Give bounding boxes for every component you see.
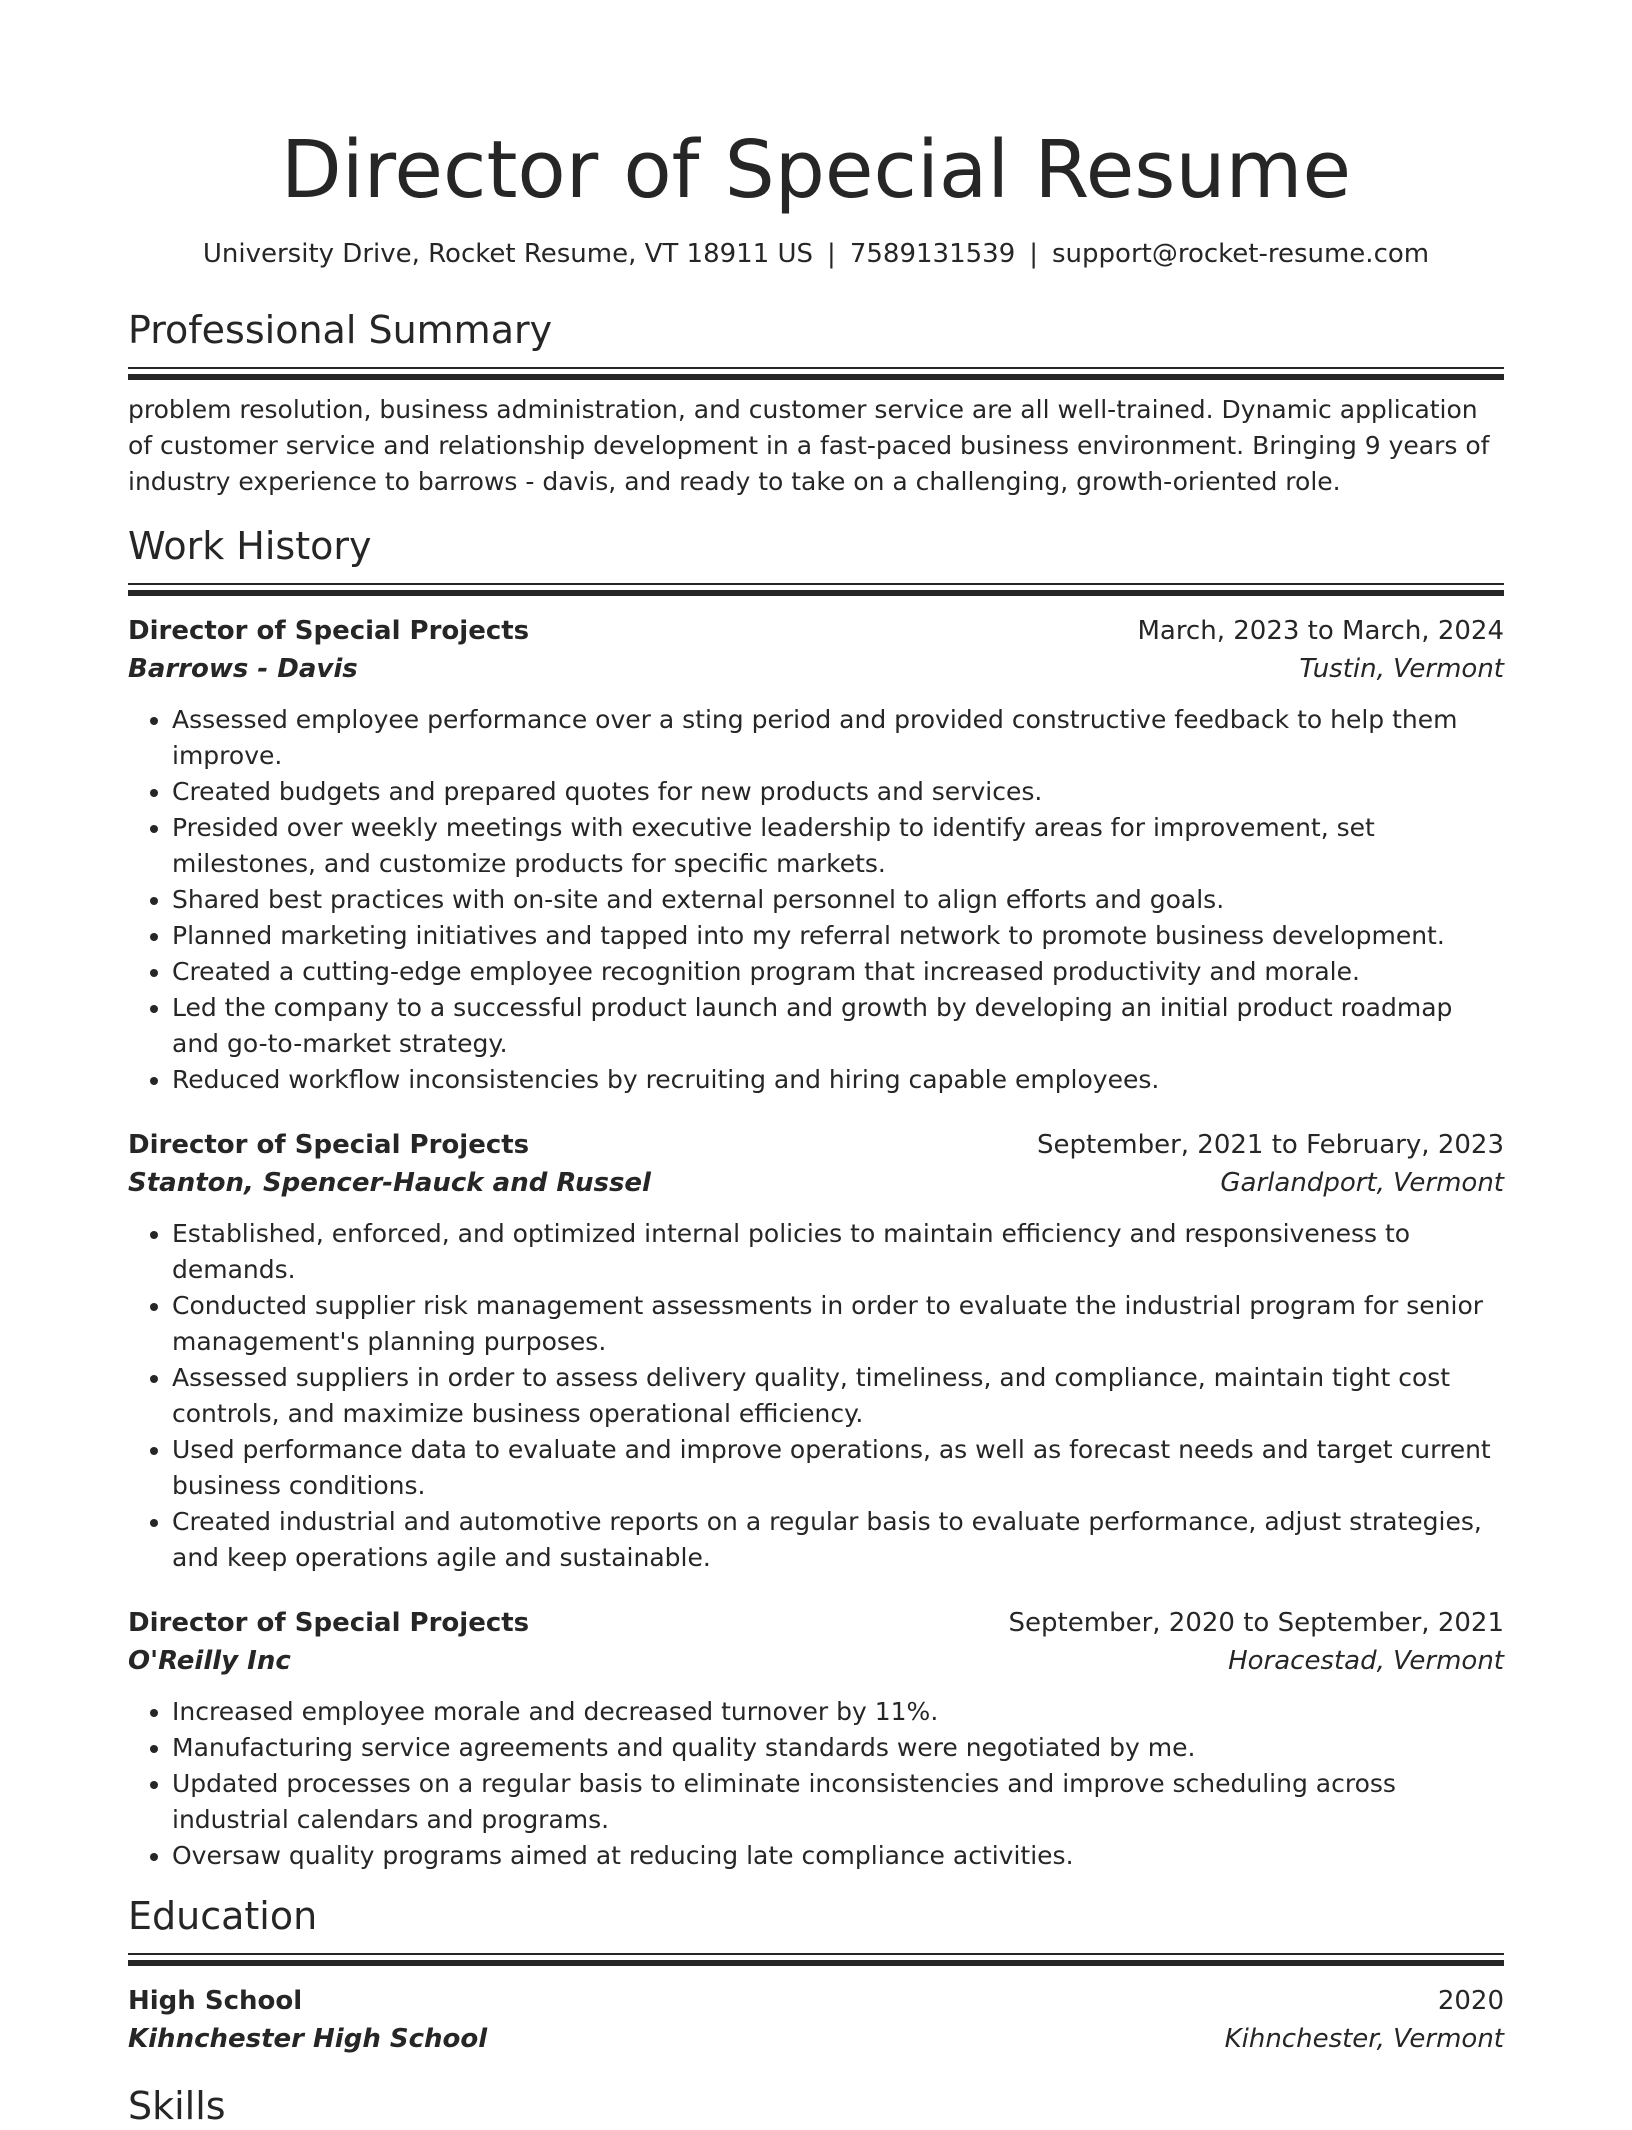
list-item: • Used performance data to evaluate and improve operations, as well as forecast needs and target current business conditions.	[172, 1432, 1504, 1504]
job-subheader	[128, 1642, 1504, 1680]
section-divider	[128, 367, 1504, 380]
job-dates: March, 2023 to March, 2024	[1137, 616, 1504, 646]
section-title-skills: Skills	[128, 2084, 226, 2128]
job-bullets	[128, 1694, 1504, 1874]
job-dates: September, 2021 to February, 2023	[1037, 1130, 1504, 1160]
work-history-section	[128, 522, 1504, 1874]
list-item: • Created a cutting-edge employee recognition program that increased productivity and morale.	[172, 954, 1504, 990]
job-title: Director of Special Projects	[128, 1130, 530, 1160]
job-header	[128, 612, 1504, 650]
education-location: Kihnchester, Vermont	[1224, 2024, 1504, 2054]
education-subheader	[128, 2020, 1504, 2058]
contact-address: University Drive, Rocket Resume, VT 18911 US	[202, 239, 814, 269]
job-entry	[128, 1126, 1504, 1576]
job-header	[128, 1126, 1504, 1164]
section-title-education: Education	[128, 1894, 318, 1938]
resume-page	[128, 0, 1504, 2130]
job-location: Horacestad, Vermont	[1228, 1646, 1504, 1676]
education-entry	[128, 1982, 1504, 2058]
job-bullets	[128, 1216, 1504, 1576]
list-item: • Assessed suppliers in order to assess delivery quality, timeliness, and compliance, maintain tight cost controls, and maximize business operational efficiency.	[172, 1360, 1504, 1432]
list-item: • Updated processes on a regular basis to eliminate inconsistencies and improve scheduling across industrial calendars and programs.	[172, 1766, 1504, 1838]
education-year: 2020	[1437, 1986, 1504, 2016]
contact-line	[128, 236, 1504, 272]
job-title: Director of Special Projects	[128, 616, 530, 646]
education-header	[128, 1982, 1504, 2020]
job-subheader	[128, 650, 1504, 688]
list-item: • Reduced workflow inconsistencies by recruiting and hiring capable employees.	[172, 1062, 1504, 1098]
job-dates: September, 2020 to September, 2021	[1008, 1608, 1504, 1638]
list-item: • Assessed employee performance over a sting period and provided constructive feedback to help them improve.	[172, 702, 1504, 774]
job-subheader	[128, 1164, 1504, 1202]
section-title-summary: Professional Summary	[128, 308, 553, 352]
contact-separator: |	[1029, 239, 1038, 269]
job-company: Stanton, Spencer-Hauck and Russel	[128, 1168, 651, 1198]
contact-separator: |	[827, 239, 836, 269]
list-item: • Planned marketing initiatives and tapped into my referral network to promote business development.	[172, 918, 1504, 954]
list-item: • Created industrial and automotive reports on a regular basis to evaluate performance, adjust strategies, and keep operations agile and sustainable.	[172, 1504, 1504, 1576]
list-item: • Increased employee morale and decreased turnover by 11%.	[172, 1694, 1504, 1730]
list-item: • Shared best practices with on-site and external personnel to align efforts and goals.	[172, 882, 1504, 918]
list-item: • Established, enforced, and optimized internal policies to maintain efficiency and responsiveness to demands.	[172, 1216, 1504, 1288]
list-item: • Manufacturing service agreements and quality standards were negotiated by me.	[172, 1730, 1504, 1766]
list-item: • Conducted supplier risk management assessments in order to evaluate the industrial program for senior management's planning purposes.	[172, 1288, 1504, 1360]
skills-section	[128, 2082, 1504, 2130]
list-item: • Presided over weekly meetings with executive leadership to identify areas for improvement, set milestones, and customize products for specific markets.	[172, 810, 1504, 882]
job-company: O'Reilly Inc	[128, 1646, 291, 1676]
education-section	[128, 1892, 1504, 2058]
section-divider	[128, 583, 1504, 596]
job-location: Garlandport, Vermont	[1220, 1168, 1504, 1198]
education-school: Kihnchester High School	[128, 2024, 488, 2054]
job-header	[128, 1604, 1504, 1642]
contact-phone: 7589131539	[849, 239, 1016, 269]
contact-email[interactable]: support@rocket-resume.com	[1052, 239, 1430, 269]
list-item: • Created budgets and prepared quotes for new products and services.	[172, 774, 1504, 810]
job-title: Director of Special Projects	[128, 1608, 530, 1638]
summary-text: problem resolution, business administration, and customer service are all well-trained. Dynamic application of customer service and relationship development in a fast-paced business environment. Bringing 9 years of industry experience to barrows - davis, and ready to take on a challenging, growth-oriented role.	[128, 395, 1490, 496]
summary-section	[128, 306, 1504, 500]
list-item: • Led the company to a successful product launch and growth by developing an initial product roadmap and go-to-market strategy.	[172, 990, 1504, 1062]
education-degree: High School	[128, 1986, 303, 2016]
resume-name: Director of Special Resume	[280, 124, 1352, 216]
job-company: Barrows - Davis	[128, 654, 358, 684]
job-location: Tustin, Vermont	[1299, 654, 1504, 684]
job-entry	[128, 612, 1504, 1098]
job-entry	[128, 1604, 1504, 1874]
job-bullets	[128, 702, 1504, 1098]
list-item: • Oversaw quality programs aimed at reducing late compliance activities.	[172, 1838, 1504, 1874]
section-title-work-history: Work History	[128, 524, 372, 568]
section-divider	[128, 1953, 1504, 1966]
